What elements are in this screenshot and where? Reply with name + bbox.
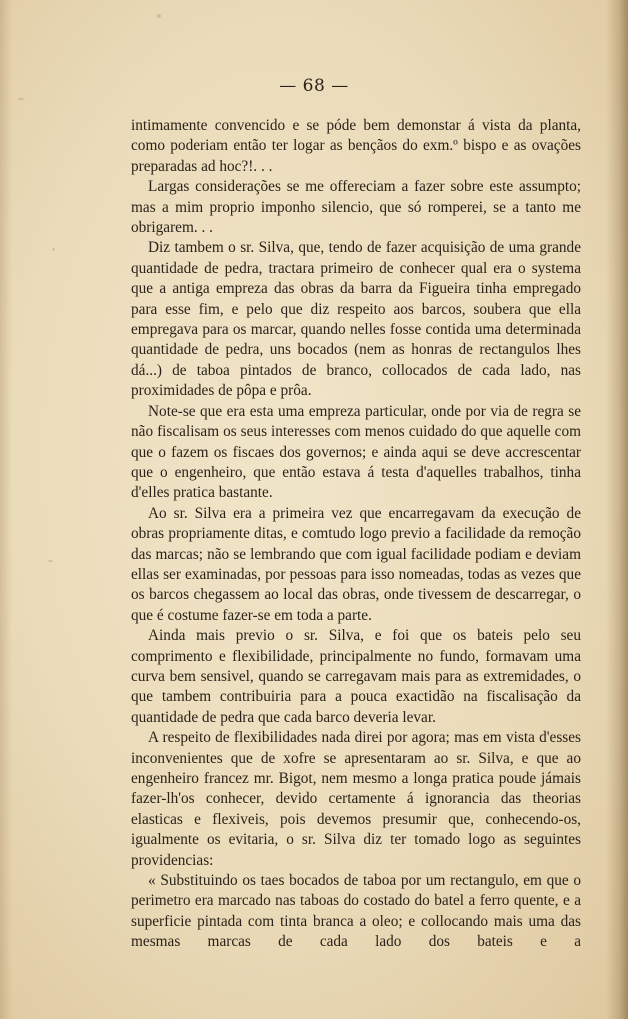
page-number: — 68 — xyxy=(279,76,349,96)
paper-spot xyxy=(157,14,161,18)
paragraph-1: intimamente convencido e se póde bem demonstar á vista da planta, como poderiam então ter logar as bençãos do exm.º bispo e as ovações preparadas ad hoc?!. . . xyxy=(131,117,581,175)
paper-spot xyxy=(18,98,24,100)
page-left-shadow xyxy=(0,0,12,1019)
paper-spot xyxy=(52,248,55,251)
paragraph-3: Diz tambem o sr. Silva, que, tendo de fazer acquisição de uma grande quantidade de pedra, tractara primeiro de conhecer qual era o systema que a antiga empreza das obras da barra da Figueira tinha empregado para esse fim, e pelo que diz respeito aos barcos, soubera que ella empregava para os marcar, quando nelles fosse contida uma determinada quantidade de pedra, uns bocados (nem as honras de rectangulos lhes dá...) de taboa pintados de branco, collocados de cada lado, nas proximidades de pôpa e prôa. xyxy=(131,239,581,400)
body-text xyxy=(131,116,581,953)
paragraph-6: Ainda mais previo o sr. Silva, e foi que os bateis pelo seu comprimento e flexibilidade, principalmente no fundo, formavam uma curva bem sensivel, quando se carregavam mais para as extremidades, o que tambem contribuiria para a pouca exactidão na fiscalisação da quantidade de pedra que cada barco deveria levar. xyxy=(131,627,581,726)
paragraph-4: Note-se que era esta uma empreza particular, onde por via de regra se não fiscalisam os seus interesses com menos cuidado do que aquelle com que o fazem os fiscaes dos governos; e ainda aqui se deve accrescentar que o engenheiro, que então estava á testa d'aquelles trabalhos, tinha d'elles pratica bastante. xyxy=(131,402,581,502)
paragraph-2: Largas considerações se me offereciam a fazer sobre este assumpto; mas a mim proprio imponho silencio, que só romperei, se a tanto me obrigarem. . . xyxy=(131,178,581,237)
paragraph-7: A respeito de flexibilidades nada direi por agora; mas em vista d'esses inconvenientes que de xofre se apresentaram ao sr. Silva, e que ao engenheiro francez mr. Bigot, nem mesmo a longa pratica poude jámais fazer-lh'os conhecer, devido certamente á ignorancia das theorias elasticas e flexiveis, pois devemos presumir que, conhecendo-os, igualmente os evitaria, o sr. Silva diz ter tomado logo as seguintes providencias: xyxy=(131,729,581,869)
paragraph-8: « Substituindo os taes bocados de taboa por um rectangulo, em que o perimetro era marcado nas taboas do costado do batel a ferro quente, e a superficie pintada com tinta branca a oleo; e collocando mais uma das mesmas marcas de cada lado dos bateis e a xyxy=(131,872,581,951)
paper-spot xyxy=(48,560,53,562)
page-right-shadow xyxy=(606,0,628,1019)
paragraph-5: Ao sr. Silva era a primeira vez que encarregavam da execução de obras propriamente ditas, e comtudo logo previo a facilidade da remoção das marcas; não se lembrando que com igual facilidade podiam e deviam ellas ser examinadas, por pessoas para isso nomeadas, todas as vezes que os barcos chegassem ao local das obras, onde tivessem de descarregar, o que é costume fazer-se em toda a parte. xyxy=(131,504,581,624)
